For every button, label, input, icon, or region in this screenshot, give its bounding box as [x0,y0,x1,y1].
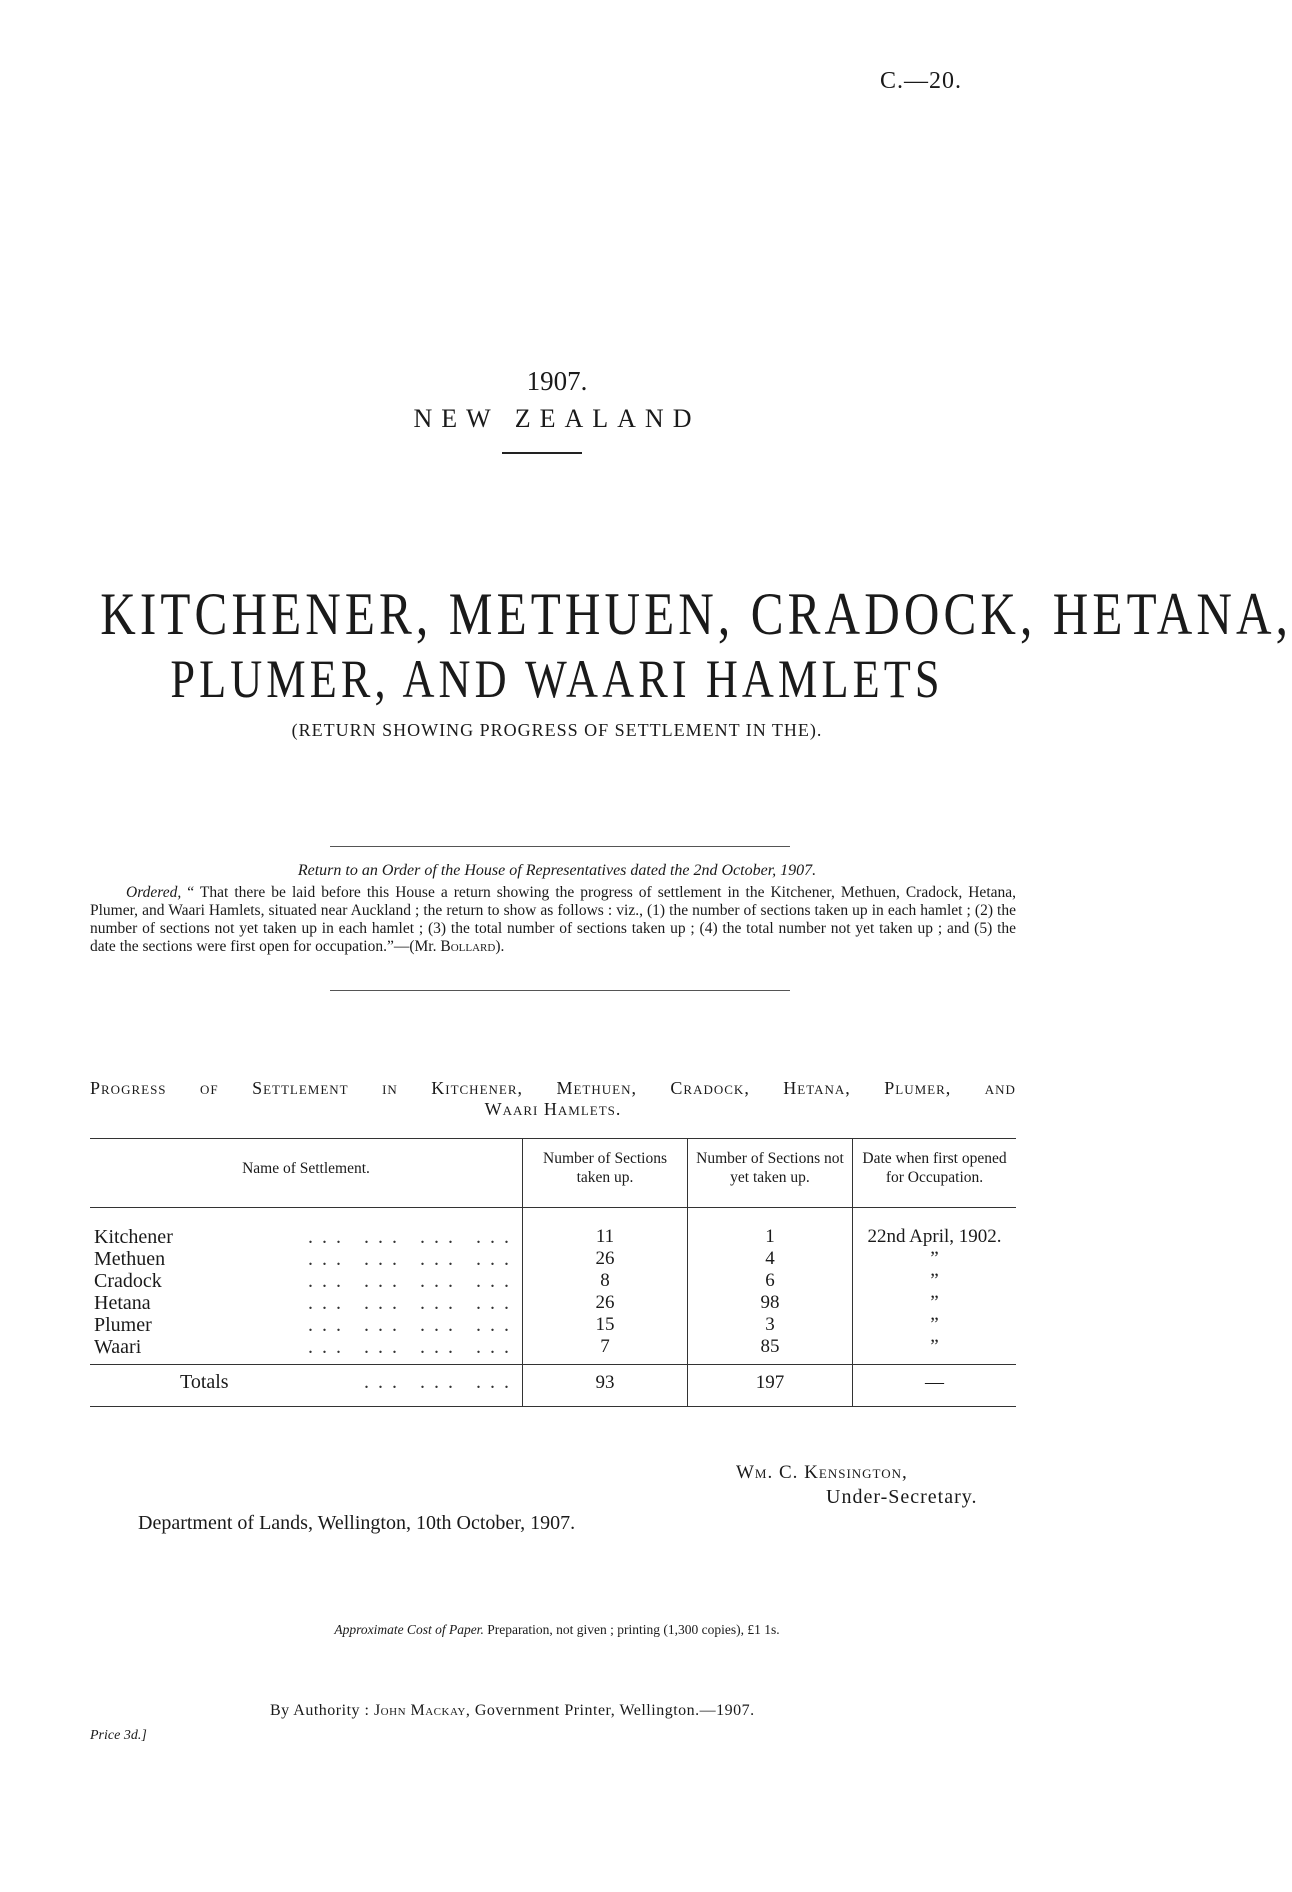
settlement-name: Plumer ... ... ... ... [94,1314,518,1336]
price: Price 3d.] [90,1728,147,1743]
date-opened: 22nd April, 1902. [853,1208,1017,1249]
sections-taken: 8 [523,1270,688,1292]
header-not-taken: Number of Sections not yet taken up. [688,1139,853,1208]
cost-label: Approximate Cost of Paper. [334,1622,484,1637]
printing-cost [0,1622,1114,1638]
heading-word: Kitchener, [431,1078,524,1098]
department-dateline: Department of Lands, Wellington, 10th October, 1907. [138,1512,576,1534]
sections-not-taken: 6 [688,1270,853,1292]
signatory-name: Wm. C. Kensington, [736,1462,908,1483]
title-line-1: KITCHENER, METHUEN, CRADOCK, HETANA, [100,581,1292,647]
table-row [90,1314,1016,1336]
order-bottom-rule [330,990,790,991]
heading-word: in [382,1078,398,1098]
table-row [90,1270,1016,1292]
settlement-name: Waari ... ... ... ... [94,1336,518,1358]
year: 1907. [526,366,588,396]
heading-word: Methuen, [556,1078,637,1098]
heading-word: Plumer, [884,1078,952,1098]
sections-not-taken: 1 [688,1208,853,1249]
total-date: — [853,1365,1017,1407]
document-reference: C.—20. [880,68,963,94]
heading-word: and [984,1078,1016,1098]
sections-taken: 11 [523,1208,688,1249]
subtitle: (RETURN SHOWING PROGRESS OF SETTLEMENT IN THE). [291,720,823,740]
leader-dots: ... ... ... [364,1371,518,1393]
table-heading-line-1 [90,1078,1016,1099]
total-not-taken: 197 [688,1365,853,1407]
date-opened: ” [853,1314,1017,1336]
date-opened: ” [853,1336,1017,1365]
settlement-name: Hetana ... ... ... ... [94,1292,518,1314]
table-row [90,1292,1016,1314]
settlement-table [90,1138,1016,1407]
printer-name: John Mackay, [373,1702,471,1719]
sections-taken: 7 [523,1336,688,1365]
table-heading-line-2: Waari Hamlets. [484,1099,622,1119]
printer-suffix: Government Printer, Wellington.—1907. [474,1702,755,1719]
title-line-2: PLUMER, AND WAARI HAMLETS [170,649,944,709]
header-name: Name of Settlement. [242,1159,370,1177]
order-top-rule [330,846,790,847]
order-body: “ That there be laid before this House a return showing the progress of settlement in the Kitchener, Methuen, Cradock, Hetana, Plumer, and Waari Hamlets, situated near Auckland ; the return to show as follows : viz., (1) the number of sections taken up in each hamlet ; (2) the number of sections not yet taken up in each hamlet ; (3) the total number of sections taken up ; (4) the total number not yet taken up ; and (5) the date the sections were first open for occupation.”—(Mr. [90,884,1017,955]
sections-not-taken: 3 [688,1314,853,1336]
leader-dots: ... ... ... ... [308,1314,518,1336]
leader-dots: ... ... ... ... [308,1292,518,1314]
table-row [90,1336,1016,1365]
date-opened: ” [853,1270,1017,1292]
table-row [90,1208,1016,1249]
table-header-row [90,1139,1016,1208]
cost-text: Preparation, not given ; printing (1,300 copies), £1 1s. [487,1622,780,1637]
leader-dots: ... ... ... ... [308,1336,518,1358]
settlement-name: Methuen ... ... ... ... [94,1248,518,1270]
sections-not-taken: 85 [688,1336,853,1365]
header-taken: Number of Sections taken up. [523,1139,688,1208]
heading-word: Progress [90,1078,167,1098]
ordered-word: Ordered, [126,884,182,901]
heading-word: Settlement [252,1078,349,1098]
order-text [90,884,1016,956]
signatory-title: Under-Secretary. [826,1486,978,1508]
printer-prefix: By Authority : [270,1702,370,1719]
printer-line [270,1702,755,1720]
leader-dots: ... ... ... ... [308,1270,518,1292]
heading-word: Hetana, [783,1078,851,1098]
sections-not-taken: 98 [688,1292,853,1314]
date-opened: ” [853,1292,1017,1314]
table-heading [90,1078,1016,1120]
totals-label: Totals ... ... ... [180,1371,518,1393]
total-taken: 93 [523,1365,688,1407]
order-mover: Bollard [440,938,496,955]
order-close: ). [495,938,505,955]
date-opened: ” [853,1248,1017,1270]
table-row [90,1248,1016,1270]
sections-taken: 26 [523,1248,688,1270]
settlement-name: Cradock ... ... ... ... [94,1270,518,1292]
sections-taken: 15 [523,1314,688,1336]
sections-not-taken: 4 [688,1248,853,1270]
sections-taken: 26 [523,1292,688,1314]
settlement-name: Kitchener ... ... ... ... [94,1226,518,1248]
leader-dots: ... ... ... ... [308,1226,518,1248]
header-date: Date when first opened for Occupation. [853,1139,1017,1208]
heading-word: Cradock, [670,1078,750,1098]
totals-row [90,1365,1016,1407]
country: NEW ZEALAND [413,404,701,433]
leader-dots: ... ... ... ... [308,1248,518,1270]
heading-word: of [199,1078,219,1098]
masthead-rule [502,452,582,454]
order-heading: Return to an Order of the House of Representatives dated the 2nd October, 1907. [297,862,817,879]
